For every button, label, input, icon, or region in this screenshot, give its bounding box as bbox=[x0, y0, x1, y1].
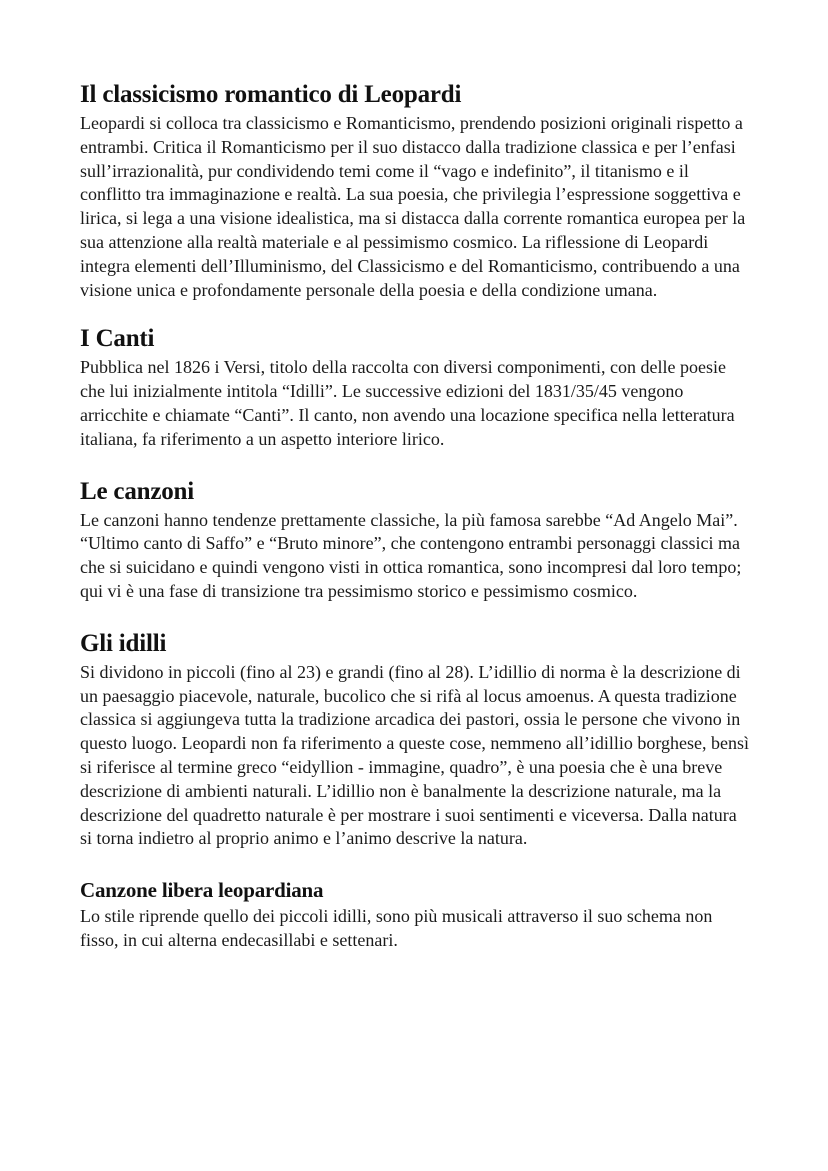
section-paragraph: Si dividono in piccoli (fino al 23) e grandi (fino al 28). L’idillio di norma è la descrizione di un paesaggio piacevole, naturale, bucolico che si rifà al locus amoenus. A questa tradizione classica si aggiungeva tutta la tradizione arcadica dei pastori, ossia le persone che vivono in questo luogo. Leopardi non fa riferimento a queste cose, nemmeno all’idillio borghese, bensì si riferisce al termine greco “eidyllion - immagine, quadro”, è una poesia che è una breve descrizione di ambienti naturali. L’idillio non è banalmente la descrizione naturale, ma la descrizione del quadretto naturale è per mostrare i suoi sentimenti e viceversa. Dalla natura si torna indietro al proprio animo e l’animo descrive la natura. bbox=[80, 661, 749, 849]
section-i-canti bbox=[80, 324, 752, 451]
section-heading: I Canti bbox=[80, 325, 155, 353]
section-paragraph: Lo stile riprende quello dei piccoli idilli, sono più musicali attraverso il suo schema non fisso, in cui alterna endecasillabi e settenari. bbox=[80, 906, 713, 950]
section-gli-idilli bbox=[80, 629, 752, 851]
section-heading: Canzone libera leopardiana bbox=[80, 878, 324, 903]
section-heading: Le canzoni bbox=[80, 477, 194, 505]
section-paragraph: Pubblica nel 1826 i Versi, titolo della raccolta con diversi componimenti, con delle poesie che lui inizialmente intitola “Idilli”. Le successive edizioni del 1831/35/45 vengono arricchite e chiamate “Canti”. Il canto, non avendo una locazione specifica nella letteratura italiana, fa riferimento a un aspetto interiore lirico. bbox=[80, 357, 735, 449]
section-heading: Il classicismo romantico di Leopardi bbox=[80, 81, 462, 108]
section-le-canzoni bbox=[80, 477, 752, 604]
section-heading: Gli idilli bbox=[80, 629, 167, 657]
section-paragraph: Le canzoni hanno tendenze prettamente classiche, la più famosa sarebbe “Ad Angelo Mai”. “Ultimo canto di Saffo” e “Bruto minore”, che contengono entrambi personaggi classici ma che si suicidano e quindi vengono visti in ottica romantica, sono incompresi dal loro tempo; qui vi è una fase di transizione tra pessimismo storico e pessimismo cosmico. bbox=[80, 509, 742, 601]
document-page bbox=[80, 80, 752, 953]
section-classicismo-romantico bbox=[80, 80, 752, 302]
section-paragraph: Leopardi si colloca tra classicismo e Romanticismo, prendendo posizioni originali rispetto a entrambi. Critica il Romanticismo per il suo distacco dalla tradizione classica e per l’enfasi sull’irrazionalità, pur condividendo temi come il “vago e indefinito”, il titanismo e il conflitto tra immaginazione e realtà. La sua poesia, che privilegia l’espressione soggettiva e lirica, si lega a una visione idealistica, ma si distacca dalla corrente romantica europea per la sua attenzione alla realtà materiale e al pessimismo cosmico. La riflessione di Leopardi integra elementi dell’Illuminismo, del Classicismo e del Romanticismo, contribuendo a una visione unica e profondamente personale della poesia e della condizione umana. bbox=[80, 113, 746, 300]
section-canzone-libera bbox=[80, 877, 752, 953]
